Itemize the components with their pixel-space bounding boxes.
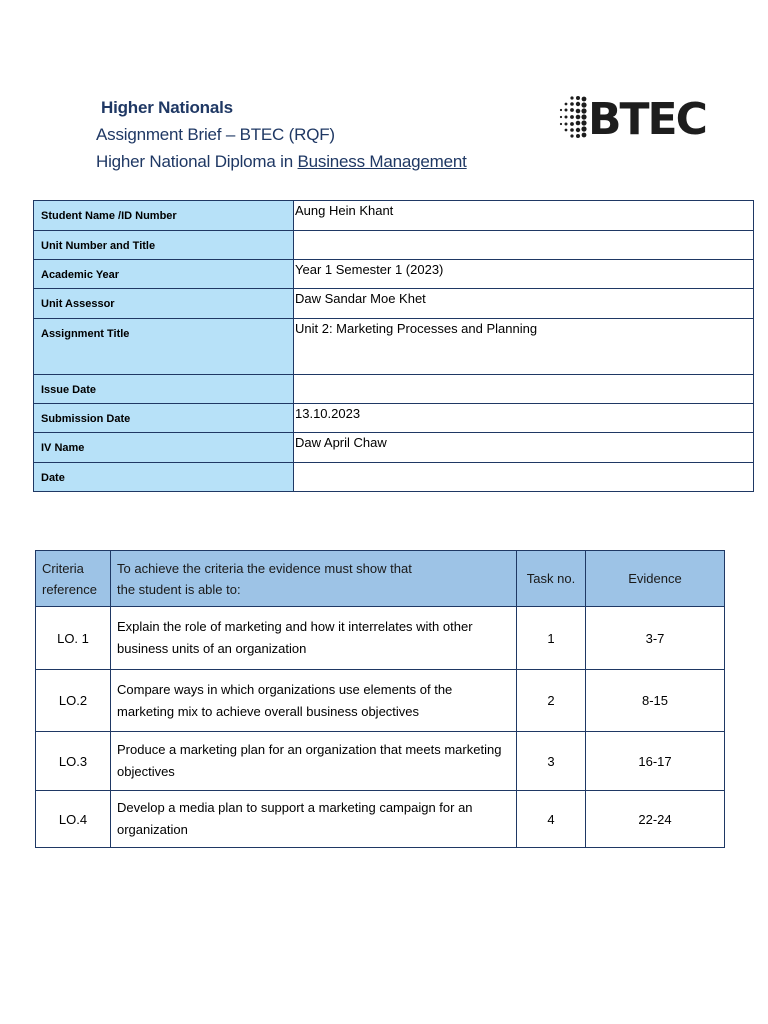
info-label: IV Name	[34, 433, 294, 463]
task-header: Task no.	[517, 551, 586, 607]
program-prefix: Higher National Diploma in	[96, 152, 298, 171]
header-subtitle: Assignment Brief – BTEC (RQF)	[96, 125, 335, 144]
info-label: Submission Date	[34, 404, 294, 433]
criteria-desc: Compare ways in which organizations use elements of the marketing mix to achieve overall business objectives	[111, 670, 517, 732]
criteria-ref-header	[36, 551, 111, 607]
evidence-pages: 8-15	[586, 670, 725, 732]
dot-grid-icon	[558, 94, 590, 144]
info-row	[34, 375, 754, 404]
table-row	[36, 791, 725, 848]
info-value: Year 1 Semester 1 (2023)	[294, 260, 754, 289]
info-label: Date	[34, 463, 294, 492]
table-row	[36, 670, 725, 732]
btec-logo	[558, 92, 704, 148]
criteria-ref: LO.2	[36, 670, 111, 732]
header-text: Criteria	[42, 560, 84, 576]
evidence-header: Evidence	[586, 551, 725, 607]
info-value	[294, 231, 754, 260]
criteria-desc: Produce a marketing plan for an organization that meets marketing objectives	[111, 732, 517, 791]
info-value: Daw Sandar Moe Khet	[294, 289, 754, 319]
info-value: Aung Hein Khant	[294, 201, 754, 231]
info-row	[34, 289, 754, 319]
info-row	[34, 319, 754, 375]
task-no: 3	[517, 732, 586, 791]
evidence-pages: 16-17	[586, 732, 725, 791]
header-text: reference	[42, 581, 97, 597]
student-info-table	[33, 200, 754, 492]
info-value	[294, 375, 754, 404]
criteria-ref: LO.3	[36, 732, 111, 791]
program-subject: Business Management	[297, 152, 467, 171]
criteria-desc: Explain the role of marketing and how it interrelates with other business units of an organization	[111, 607, 517, 670]
evidence-pages: 3-7	[586, 607, 725, 670]
table-row	[36, 607, 725, 670]
header-text: the student is able to:	[117, 581, 241, 597]
header-program	[96, 152, 467, 172]
info-value: Daw April Chaw	[294, 433, 754, 463]
info-row	[34, 201, 754, 231]
info-row	[34, 463, 754, 492]
task-no: 2	[517, 670, 586, 732]
criteria-desc: Develop a media plan to support a marketing campaign for an organization	[111, 791, 517, 848]
info-row	[34, 404, 754, 433]
info-row	[34, 260, 754, 289]
criteria-ref: LO. 1	[36, 607, 111, 670]
task-no: 4	[517, 791, 586, 848]
info-label: Unit Number and Title	[34, 231, 294, 260]
info-row	[34, 231, 754, 260]
document-header	[96, 98, 467, 172]
logo-text: BTEC	[588, 94, 706, 145]
criteria-header-row	[36, 551, 725, 607]
info-label: Student Name /ID Number	[34, 201, 294, 231]
info-value: Unit 2: Marketing Processes and Planning	[294, 319, 754, 375]
header-text: To achieve the criteria the evidence must show that	[117, 560, 412, 576]
table-row	[36, 732, 725, 791]
info-value	[294, 463, 754, 492]
info-label: Academic Year	[34, 260, 294, 289]
info-value: 13.10.2023	[294, 404, 754, 433]
criteria-ref: LO.4	[36, 791, 111, 848]
info-label: Assignment Title	[34, 319, 294, 375]
info-label: Issue Date	[34, 375, 294, 404]
header-title: Higher Nationals	[101, 98, 233, 117]
info-label: Unit Assessor	[34, 289, 294, 319]
task-no: 1	[517, 607, 586, 670]
evidence-pages: 22-24	[586, 791, 725, 848]
info-row	[34, 433, 754, 463]
criteria-table	[35, 550, 725, 848]
criteria-desc-header	[111, 551, 517, 607]
